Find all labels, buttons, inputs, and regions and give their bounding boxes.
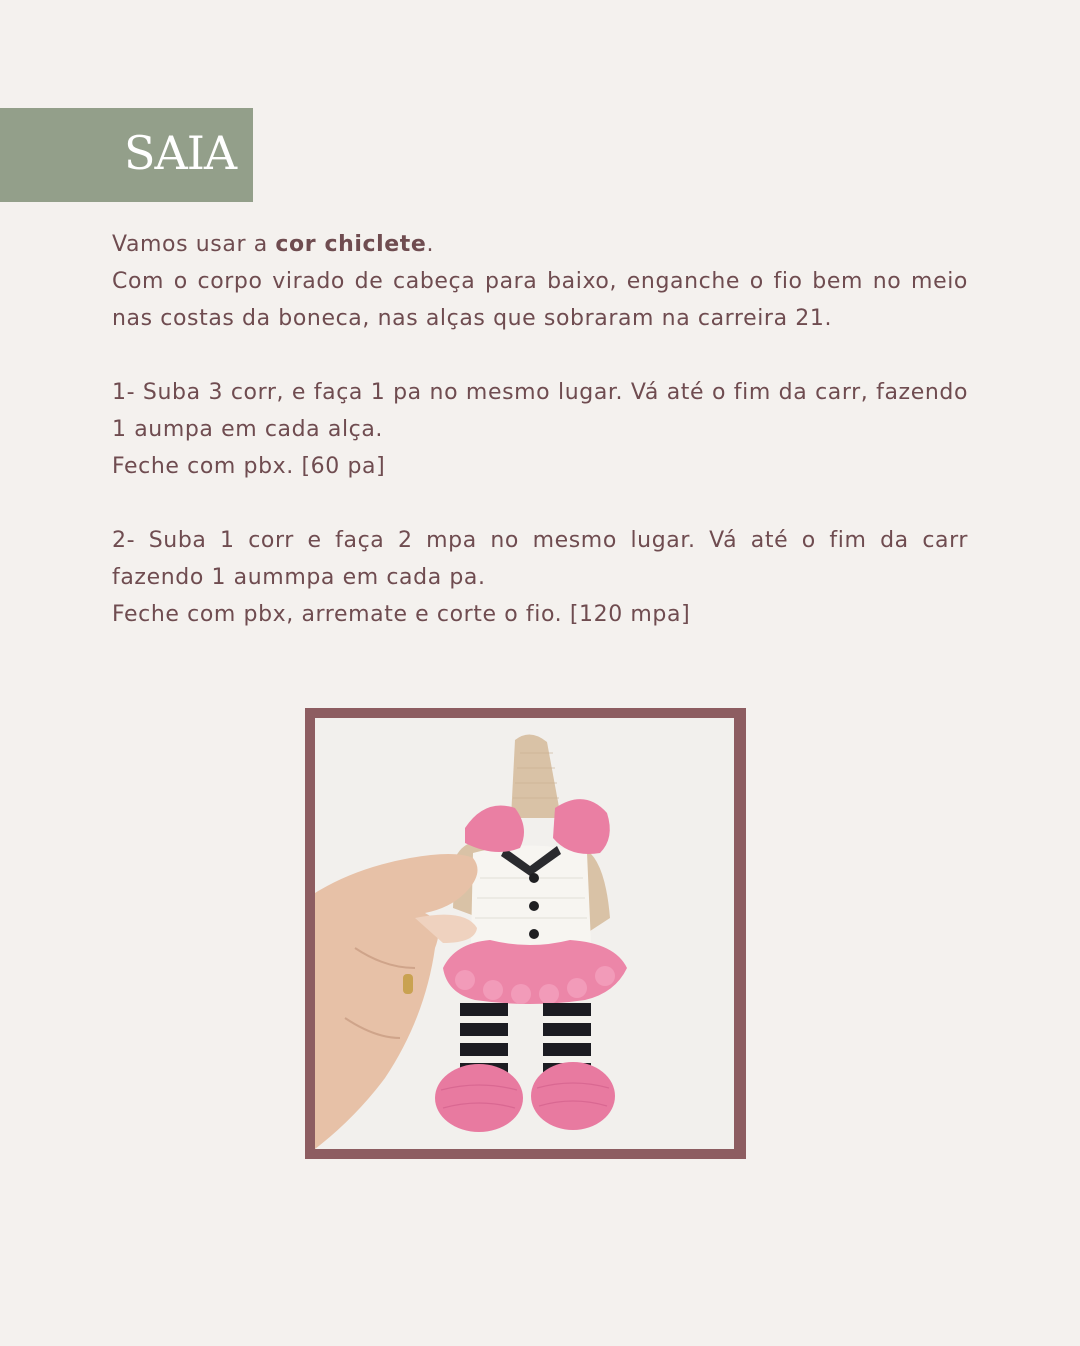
intro-suffix: .	[426, 232, 435, 257]
pink-boot-right	[531, 1062, 615, 1130]
photo-frame	[305, 708, 746, 1159]
step-2-close: Feche com pbx, arremate e corte o fio. [120 mpa]	[112, 602, 691, 627]
color-name: cor chiclete	[275, 232, 427, 257]
crochet-doll-illustration	[315, 718, 734, 1149]
doll-photo	[315, 718, 734, 1149]
intro-line	[112, 226, 968, 263]
intro-prefix: Vamos usar a	[112, 232, 276, 257]
step-1-close: Feche com pbx. [60 pa]	[112, 454, 386, 479]
step-2-instruction: 2- Suba 1 corr e faça 2 mpa no mesmo lugar. Vá até o fim da carr fazendo 1 aummpa em cada pa.	[112, 528, 968, 590]
instructions-text	[112, 226, 968, 633]
step-1-instruction: 1- Suba 3 corr, e faça 1 pa no mesmo lugar. Vá até o fim da carr, fazendo 1 aumpa em cada alça.	[112, 380, 968, 442]
section-title: SAIA	[124, 126, 237, 180]
intro-paragraph: Com o corpo virado de cabeça para baixo, enganche o fio bem no meio nas costas da boneca, nas alças que sobraram na carreira 21.	[112, 269, 968, 331]
pink-boot-left	[435, 1064, 523, 1132]
